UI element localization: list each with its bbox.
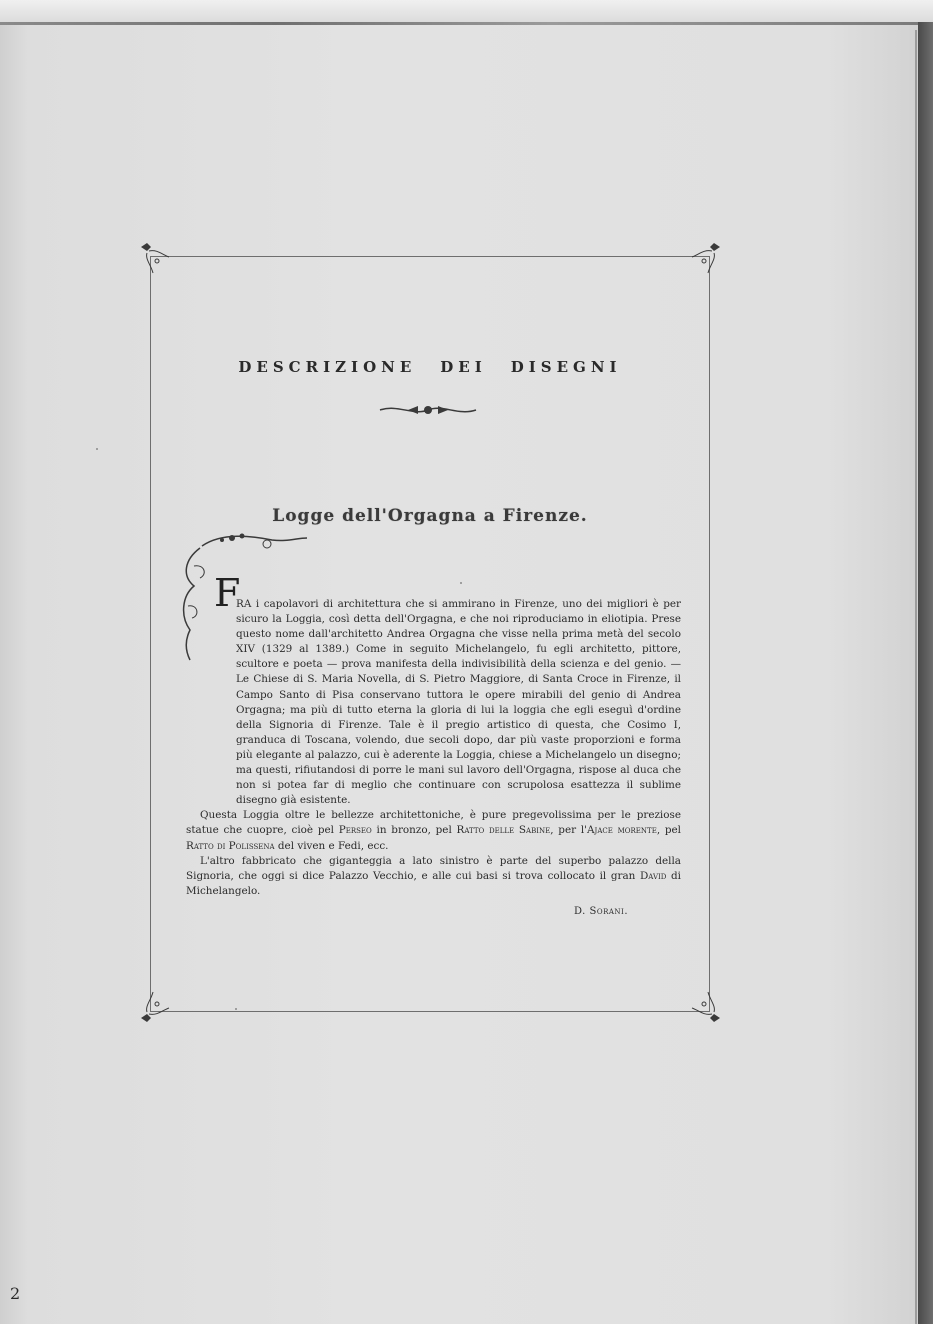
- page-number: 2: [10, 1284, 21, 1303]
- heading-word: DISEGNI: [510, 358, 622, 376]
- article-body: [186, 597, 681, 899]
- statue-name: Ratto delle Sabine: [456, 824, 551, 837]
- statue-name: David: [639, 869, 667, 882]
- heading-word: DESCRIZIONE: [238, 358, 417, 376]
- text-run: L'altro fabbricato che giganteggia a lato sinistro è parte del superbo palazzo della Signoria, che oggi si dice Palazzo Vecchio, e alle cui basi si trova collocato il gran: [186, 854, 681, 882]
- text-run: Questa Loggia oltre le bellezze architettoniche, è pure pregevolissima per le preziose statue che cuopre, cioè pel: [186, 809, 681, 837]
- author-signature: D. Sorani.: [574, 906, 629, 917]
- heading-word: DEI: [440, 358, 487, 376]
- corner-ornament-icon: [137, 990, 171, 1024]
- text-run: , pel: [656, 824, 682, 837]
- corner-ornament-icon: [690, 990, 724, 1024]
- text-run: di Michelangelo.: [186, 869, 682, 897]
- text-run: del viven e Fedi, ecc.: [274, 839, 389, 852]
- corner-ornament-icon: [690, 241, 724, 275]
- page-heading: [150, 358, 710, 376]
- statue-name: Ajace morente: [587, 824, 657, 837]
- corner-ornament-icon: [137, 241, 171, 275]
- statue-name: Ratto di Polissena: [186, 839, 275, 852]
- right-edge-line: [915, 30, 917, 1324]
- body-paragraph: [186, 854, 681, 899]
- title-divider-ornament-icon: [378, 400, 478, 420]
- top-strip: [0, 0, 933, 22]
- right-binding-edge: [918, 22, 933, 1324]
- statue-name: Perseo: [338, 824, 372, 837]
- body-paragraph: RA i capolavori di architettura che si ammirano in Firenze, uno dei migliori è per sicuro la Loggia, così detta dell'Orgagna, e che noi riproduciamo in eliotipia. Prese questo nome dall'architetto Andrea Orgagna che visse nella prima metà del secolo XIV (1329 al 1389.) Come in seguito Michelangelo, fu egli architetto, pittore, scultore e poeta — prova manifesta della indivisibilità della scienza e del genio. — Le Chiese di S. Maria Novella, di S. Pietro Maggiore, di Santa Croce in Firenze, il Campo Santo di Pisa conservano tuttora le opere mirabili del genio di Andrea Orgagna; ma più di tutto eterna la gloria di lui la loggia che egli eseguì d'ordine della Signoria di Firenze. Tale è il pregio artistico di questa, che Cosimo I, granduca di Toscana, volendo, due secoli dopo, dar più vaste proporzioni e forma più elegante al palazzo, cui è aderente la Loggia, chiese a Michelangelo un disegno; ma questi, rifiutandosi di porre le mani sul lavoro dell'Orgagna, rispose al duca che non si potea far di meglio che continuare con scrupolosa esattezza il sublime disegno già esistente.: [236, 598, 681, 807]
- drop-cap-letter: F: [214, 571, 241, 615]
- body-paragraph: [186, 808, 681, 853]
- page-top-edge: [0, 22, 918, 25]
- section-subtitle: Logge dell'Orgagna a Firenze.: [272, 506, 588, 526]
- paper-speck: [96, 448, 98, 450]
- text-run: , per l': [550, 824, 588, 837]
- text-run: in bronzo, pel: [371, 824, 457, 837]
